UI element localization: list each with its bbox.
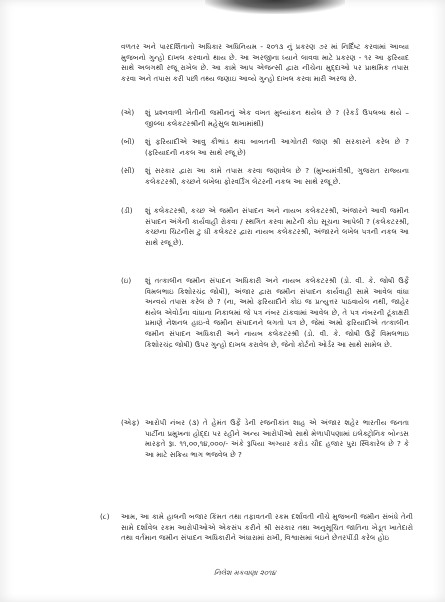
item-label: (સી) bbox=[121, 166, 135, 175]
scan-smudge bbox=[205, 0, 345, 14]
item-text: શું ફરિયાદીએ આવુ કૌભાંડ થવા બાબતની આગોતરી જાણ શ્રી સરકારને કરેલ છે ? (ફરિયાદની નકલ આ સાથે રજૂ છે) bbox=[145, 137, 409, 157]
item-label: (બી) bbox=[121, 137, 135, 146]
item-label: (એ) bbox=[121, 108, 135, 117]
intro-paragraph: વળતર અને પારદર્શિતાનો અધિકાર અધિનિયમ - ૨૦૧૩ નું પ્રકરણ ૭ર માં નિર્દિષ્ટ કરવામાં આવ્યા મુજબનો ગુન્હો દાખલ કરવાનો થાય છે. આ અરજીના ધ્યાને લાવવા માટે પ્રકરણ - ૧ર આ ફરિયાદ સાથે અલગથી રજૂ રાખેલ છે. આ કામે આપ એજન્સી દ્વારા નીચેના મુદ્દાઓ પર પ્રાથમિક તપાસ કરવા અને તપાસ કરી પછી તથ્ય જણાઇ આવ્યે ગુન્હો દાખલ કરવા મારી અરજ છે. bbox=[121, 42, 409, 83]
section-number: (૮) bbox=[100, 512, 110, 521]
item-text: શું કલેકટરશ્રી, કચ્છ એ જમીન સંપાદન અને નાયબ કલેકટરશ્રી, અંજારને આવી જમીન સંપાદન અંગેની કાર્યવાહી રોકવા / સ્થગિત કરવા માટેની કોઇ સૂચના આપેલી ? (કલેકટરશ્રી, કચ્છના ચિટનીસ ટુ ધી કલેક્ટર દ્વારા નાયબ કલેકટરશ્રી, અંજારને લખેલ પત્રની નકલ આ સાથે રજૂ છે). bbox=[145, 206, 409, 247]
signature: નિલેશ મકવાણા ૨૦૧૪ bbox=[214, 569, 276, 577]
item-label: (ઇ) bbox=[121, 276, 132, 285]
item-text: શું પ્રશ્નવાળી ખેતીની જમીનનું એક વખત મુલ્યાંકન થયેલ છે ? (રેકર્ડ ઉપલબ્ધ થયે – જીલ્લા કલેકટરશ્રીની મહેસુલ શાખામાંથી) bbox=[145, 108, 409, 128]
item-label: (ડી) bbox=[121, 206, 133, 215]
item-text: શું તત્કાલીન જમીન સંપાદન અધિકારી અને નાયબ કલેકટરશ્રી (ડો. વી. કે. જોષી ઉર્ફે વિમલભાઇ કિશોરચંદ્ર જોષી), અંજાર દ્વારા જમીન સંપાદન કાર્યવાહી સામે આવેલ વાંધા અન્વયે તપાસ કરેલ છે ? (ના, અમો ફરિયાદીને કોઇ જ પ્રત્યુત્તર પાઠવાયેલ નથી, જાહેર થયેલ એવોર્ડના વાંધાના નિકાલમાં જે પત્ર નંબર ટાંકવામાં આવેલ છે, તે પત્ર નંબરની ટૂંકાક્ષરી પ્રમાણે નેશનલ હાઇ-વે જમીન સંપાદનને લગતો પત્ર છે, જેમાં અમો ફરિયાદીએ તત્કાલીન જમીન સંપાદન અધિકારી અને નાયબ કલેકટરશ્રી (ડો. વી. કે. જોષી ઉર્ફે વિમલભાઇ કિશોરચંદ્ર જોષી) ઉપર ગુન્હો દાખલ કરાવેલ છે, જેનો કોર્ટનો ઓર્ડર આ સાથે સામેલ છે. bbox=[145, 276, 409, 349]
item-label: (એફ) bbox=[121, 418, 140, 427]
item-text: આરોપી નંબર (૩) તે હેમંત ઉર્ફે ડેની રજનીકાંત શાહ એ અંજાર શહેર ભારતીય જનતા પાર્ટીના પ્રમુખના હોદ્દા પર રહીને અન્ય આરોપીઓ સાથે મેળાપીપણામાં ઇલેક્ટ્રોનિક બોન્ડસ મારફતે રૂા. ૧૧,૦૦,૧૪,૦૦૦/- અંકે રૂપિયા અગ્યાર કરોડ ચૌદ હજાર પુરા સ્વિકારેલ છે ? કે આ માટે સક્રિય ભાગ ભજવેલ છે ? bbox=[145, 418, 409, 459]
item-text: શું સરકાર દ્વારા આ કામે તપાસ કરવા જણાવેલ છે ? (મુખ્યમંત્રીશ્રી, ગુજરાત રાજ્યના કલેકટરશ્રી, કચ્છને લખેલા ફોરવર્ડિંગ લેટરની નકલ આ સાથે રજૂ છે. bbox=[145, 166, 409, 186]
section-paragraph: આમ, આ કામે હાલની બજાર કિંમત તથા તફાવતની રકમ દર્શાવતી નીચે મુજબની જમીન સંબંધે તેની સામે દર્શાવેલ રકમ આરોપીઓએ એકસંપ કરીને શ્રી સરકાર તથા અનુસૂચિત જાતિના ખેડૂત ખાતેદારો તથા વર્તમાન જમીન સંપાદન અધિકારીને અંધારામાં રાખી, વિશ્વાસમાં લઇને છેતરપીંડી કરેલ હોઇ bbox=[121, 512, 413, 543]
